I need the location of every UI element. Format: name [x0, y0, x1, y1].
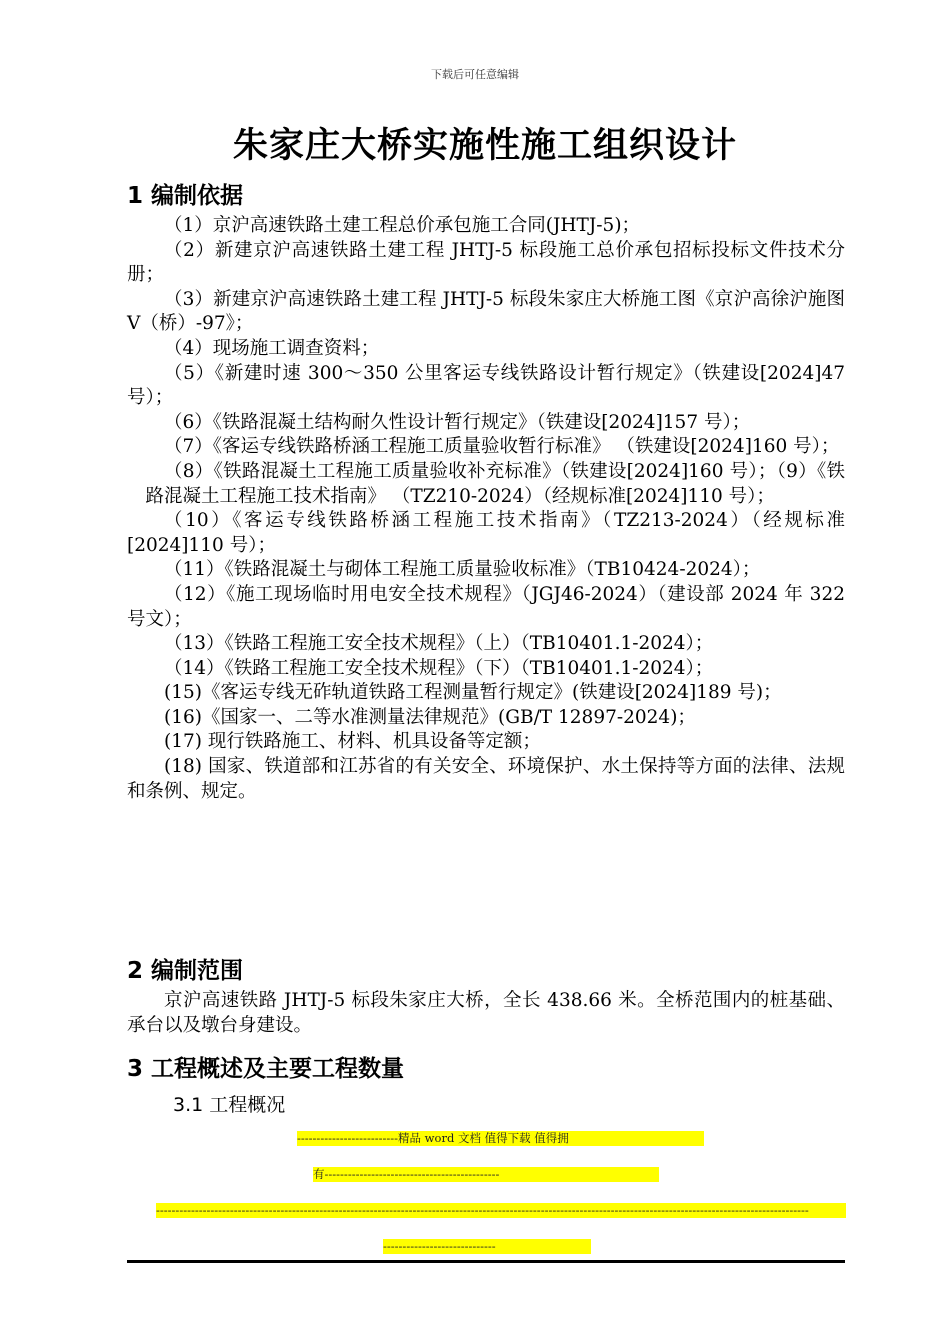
footer-watermark-line-4: ----------------------------- — [383, 1239, 591, 1254]
basis-item: （14）《铁路工程施工安全技术规程》（下）（TB10401.1-2024）； — [164, 657, 714, 679]
footer-watermark-line-3: ------------------------------------------------------------------------------------------------------------------------------------------------------------------------ — [156, 1203, 846, 1218]
basis-item: （8）《铁路混凝土工程施工质量验收补充标准》（铁建设[2024]160 号）；（9）《铁路混凝土工程施工技术指南》 （TZ210-2024）（经规标准[2024]110 号）； — [145, 460, 845, 507]
basis-item: （12）《施工现场临时用电安全技术规程》（JGJ46-2024）（建设部 2024 年 322 号文）； — [127, 583, 845, 630]
basis-item: （5）《新建时速 300～350 公里客运专线铁路设计暂行规定》（铁建设[2024]47 号）； — [127, 362, 845, 409]
document-title: 朱家庄大桥实施性施工组织设计 — [232, 126, 737, 166]
basis-item: （11）《铁路混凝土与砌体工程施工质量验收标准》（TB10424-2024）； — [164, 559, 761, 581]
basis-item: (17) 现行铁路施工、材料、机具设备等定额； — [164, 731, 541, 753]
footer-rule — [127, 1260, 845, 1263]
basis-item: （6）《铁路混凝土结构耐久性设计暂行规定》（铁建设[2024]157 号）； — [164, 411, 751, 433]
section-1-body — [127, 214, 845, 804]
basis-item: （3）新建京沪高速铁路土建工程 JHTJ-5 标段朱家庄大桥施工图《京沪高徐沪施图Ⅴ（桥）-97》； — [127, 288, 845, 335]
basis-item: （2）新建京沪高速铁路土建工程 JHTJ-5 标段施工总价承包招标投标文件技术分册； — [127, 239, 845, 286]
basis-item: （7）《客运专线铁路桥涵工程施工质量验收暂行标准》 （铁建设[2024]160 号）； — [164, 436, 840, 458]
section-2-heading: 2 编制范围 — [127, 958, 244, 984]
section-2-body — [127, 989, 845, 1038]
section-3-1-heading: 3.1 工程概况 — [173, 1094, 286, 1116]
basis-item: （4）现场施工调查资料； — [164, 337, 380, 359]
footer-watermark-line-1: --------------------------精品 word 文档 值得下载 值得拥 — [297, 1131, 704, 1146]
basis-item: （13）《铁路工程施工安全技术规程》（上）（TB10401.1-2024）； — [164, 633, 714, 655]
basis-item: （10）《客运专线铁路桥涵工程施工技术指南》（TZ213-2024）（经规标准[2024]110 号）； — [127, 510, 845, 556]
section-3-heading: 3 工程概述及主要工程数量 — [127, 1056, 405, 1082]
basis-item: (16)《国家一、二等水准测量法律规范》(GB/T 12897-2024)； — [164, 706, 696, 728]
basis-item: （1）京沪高速铁路土建工程总价承包施工合同(JHTJ-5)； — [164, 215, 641, 236]
basis-item: (18) 国家、铁道部和江苏省的有关安全、环境保护、水土保持等方面的法律、法规和条例、规定。 — [127, 756, 845, 802]
footer-watermark-line-2: 有--------------------------------------------- — [313, 1167, 659, 1182]
header-note: 下载后可任意编辑 — [431, 68, 519, 81]
section-1-heading: 1 编制依据 — [127, 183, 244, 209]
scope-paragraph: 京沪高速铁路 JHTJ-5 标段朱家庄大桥，全长 438.66 米。全桥范围内的桩基础、承台以及墩台身建设。 — [127, 990, 845, 1036]
basis-item: (15)《客运专线无砟轨道铁路工程测量暂行规定》(铁建设[2024]189 号)； — [164, 682, 782, 704]
